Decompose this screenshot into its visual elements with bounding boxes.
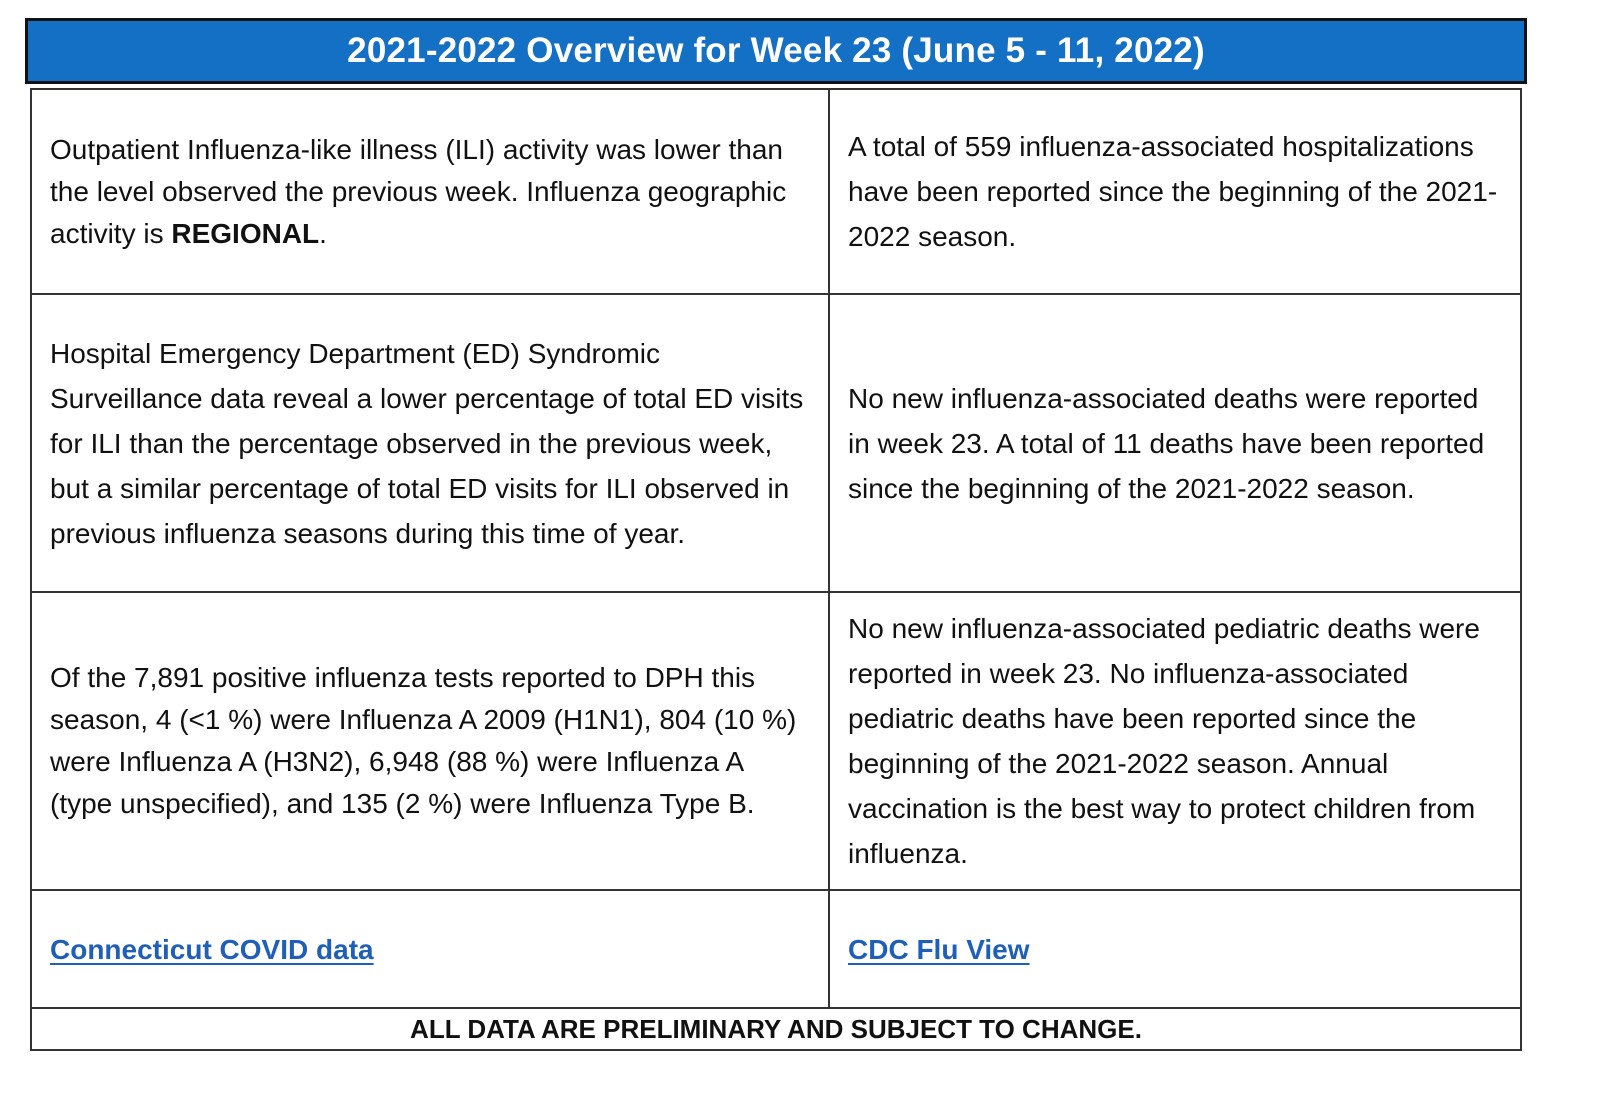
cdc-flu-view-link[interactable]: CDC Flu View — [848, 933, 1030, 965]
geographic-activity-level: REGIONAL — [171, 217, 320, 249]
connecticut-covid-data-link[interactable]: Connecticut COVID data — [50, 933, 374, 965]
deaths-text: No new influenza-associated deaths were reported in week 23. A total of 11 deaths have been reported since the beginning of the 2021-2022 season. — [848, 382, 1485, 504]
hospitalizations-text: A total of 559 influenza-associated hospitalizations have been reported since the beginning of the 2021-2022 season. — [848, 131, 1498, 252]
table-row — [31, 294, 1521, 592]
covid-link-cell — [31, 890, 829, 1008]
table-row — [31, 592, 1521, 890]
overview-title-banner — [25, 18, 1527, 84]
ed-surveillance-cell — [31, 294, 829, 592]
ili-activity-cell — [31, 89, 829, 294]
table-row — [31, 1008, 1521, 1050]
positive-tests-text: Of the 7,891 positive influenza tests reported to DPH this season, 4 (<1 %) were Influenza A 2009 (H1N1), 804 (10 %) were Influenza A (H3N2), 6,948 (88 %) were Influenza A (type unspecified), and 135 (2 %) were Influenza Type B. — [50, 662, 797, 819]
hospitalizations-cell — [829, 89, 1521, 294]
disclaimer-text: ALL DATA ARE PRELIMINARY AND SUBJECT TO CHANGE. — [410, 1014, 1142, 1044]
table-row — [31, 89, 1521, 294]
ed-surveillance-text: Hospital Emergency Department (ED) Syndromic Surveillance data reveal a lower percentage of total ED visits for ILI than the percentage observed in the previous week, but a similar percentage of total ED visits for ILI observed in previous influenza seasons during this time of year. — [50, 337, 804, 549]
flu-view-link-cell — [829, 890, 1521, 1008]
pediatric-deaths-text: No new influenza-associated pediatric deaths were reported in week 23. No influenza-associated pediatric deaths have been reported since the beginning of the 2021-2022 season. Annual vaccination is the best way to protect children from influenza. — [848, 613, 1480, 869]
overview-title: 2021-2022 Overview for Week 23 (June 5 - 11, 2022) — [347, 31, 1205, 70]
positive-tests-cell — [31, 592, 829, 890]
pediatric-deaths-cell — [829, 592, 1521, 890]
overview-table — [30, 88, 1522, 1051]
deaths-cell — [829, 294, 1521, 592]
ili-activity-text: Outpatient Influenza-like illness (ILI) activity was lower than the level observed the previous week. Influenza geographic activity is — [50, 133, 787, 249]
disclaimer-cell — [31, 1008, 1521, 1050]
table-row — [31, 890, 1521, 1008]
ili-activity-text-end: . — [319, 217, 327, 249]
